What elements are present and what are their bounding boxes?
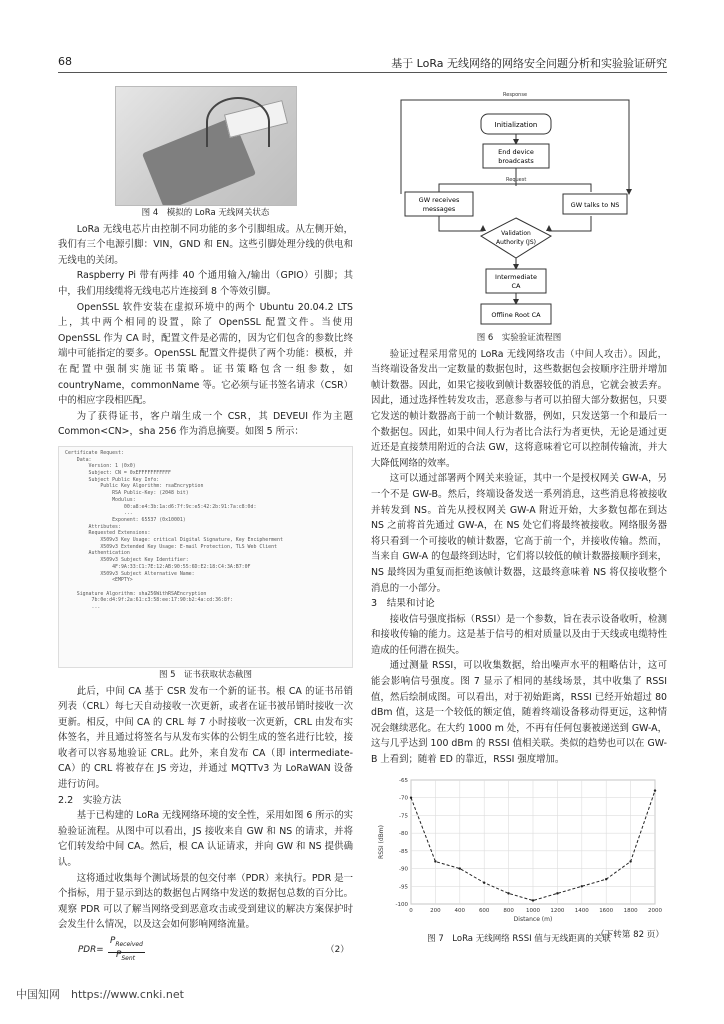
section-heading: 2.2 实验方法	[58, 794, 122, 806]
y-tick-label: -70	[399, 795, 408, 802]
y-tick-label: -80	[399, 830, 408, 837]
paragraph: Raspberry Pi 带有两排 40 个通用输入/输出（GPIO）引脚；其中，我们用线缆将无线电芯片连接到 8 个等效引脚。	[58, 270, 353, 297]
section-heading: 3 结果和讨论	[371, 598, 435, 610]
x-tick-label: 200	[430, 907, 441, 914]
paragraph: 接收信号强度指标（RSSI）是一个参数，旨在表示设备收听，检测和接收传输的能力。这是基于信号的相对质量以及由于天线或电缆特性造成的任何潜在损失。	[371, 613, 667, 656]
x-tick-label: 1200	[550, 907, 565, 914]
broadcast-label-1: End device	[498, 148, 534, 156]
y-tick-label: -95	[399, 883, 408, 890]
rssi-data-point	[556, 892, 558, 894]
running-title: 基于 LoRa 无线网络的网络安全问题分析和实验验证研究	[391, 57, 667, 70]
y-tick-label: -100	[395, 901, 408, 908]
formula-num-sub: Received	[115, 940, 143, 948]
fig4-caption: 图 4 模拟的 LoRa 无线网关状态	[141, 208, 270, 218]
jumper-wires	[206, 97, 270, 147]
csr-listing: Certificate Request: Data: Version: 1 (0x0) Subject: CN = 0xEFFFFFFFFFFF Subject Public Key Info: Public Key Algorithm: rsaEncryption RSA Public-Key: (2048 bit) Modulus: 00:a8:e4:3b:1a:d6:7f:9c:e5:42:2b:91:7a:c8:0d: ... Exponent: 65537 (0x10001) Attributes: Requested Extensions: X509v3 Key Usage: critical Digital Signature, Key Encipherment X509v3 Extended Key Usage: E-mail Protection, TLS Web Client Authentication X509v3 Subject Key Identifier: 4F:9A:33:C1:7E:12:AB:90:55:6D:E2:18:C4:3A:B7:0F X509v3 Subject Alternative Name: <EMPTY> Signature Algorithm: sha256WithRSAEncryption 7b:0e:d4:9f:2a:61:c3:58:ee:17:90:b2:4a:cd:36:8f: ...	[58, 446, 353, 668]
formula-den-sub: Sent	[121, 954, 135, 962]
js-label-2: Authority (JS)	[496, 239, 536, 246]
formula-num-symbol: P	[110, 936, 116, 946]
y-tick-label: -90	[399, 866, 408, 873]
x-tick-label: 0	[409, 907, 413, 914]
gw-receives-label-1: GW receives	[418, 196, 460, 204]
rssi-data-point	[605, 878, 607, 880]
pdr-formula	[58, 933, 353, 963]
x-axis-label: Distance (m)	[513, 915, 553, 923]
x-tick-label: 1600	[599, 907, 614, 914]
rssi-data-point	[581, 885, 583, 887]
continued-note: （下转第 82 页）	[596, 930, 664, 940]
paragraph: 此后，中间 CA 基于 CSR 发布一个新的证书。根 CA 的证书吊销列表（CRL）每七天自动接收一次更新，或者在证书被吊销时接收一次更新。相反，中间 CA 的 CRL 每 7 小时接收一次更新，CRL 由发布实体签名，并且通过将签名与从发布实体的公钥生成的签名进行比较，接收者可以容易地验证 CRL。此外，来自发布 CA（即 intermediate-CA）的 CRL 将被存在 JS 旁边，并通过 MQTTv3 为 LoRaWAN 设备进行访问。	[58, 685, 353, 791]
root-ca-label: Offline Root CA	[491, 311, 541, 319]
paragraph: 为了获得证书，客户端生成一个 CSR，其 DEVEUI 作为主题 Common<CN>，sha 256 作为消息摘要。如图 5 所示：	[58, 410, 353, 438]
init-label: Initialization	[494, 121, 538, 129]
paragraph: 验证过程采用常见的 LoRa 无线网络攻击（中间人攻击）。因此，当终端设备发出一定数量的数据包时，这些数据包会按顺序注册并增加帧计数器。因此，如果它接收到帧计数器较低的消息，它就会被丢弃。因此，通过选择性转发攻击，恶意参与者可以拍留大部分数据包，只要它发送的帧计数器高于前一个帧计数器，例如，只发送第一个和最后一个数据包。因此，如果中间人行为者比合法行为者更快，无论是通过更近还是直接禁用附近的合法 GW，这将意味着它可以控制传输流，并大大降低网络的效率。	[371, 348, 667, 469]
rssi-data-point	[654, 789, 656, 791]
rssi-chart-svg	[371, 772, 665, 932]
fig5-caption: 图 5 证书获取状态截图	[158, 669, 253, 680]
formula-lhs: PDR=	[78, 945, 104, 955]
flowchart	[371, 86, 661, 331]
y-tick-label: -85	[399, 848, 408, 855]
js-decision-node	[481, 218, 551, 258]
intermediate-ca-label-2: CA	[511, 282, 521, 290]
fig6-caption: 图 6 实验验证流程图	[476, 333, 562, 343]
formula-denominator	[116, 948, 135, 966]
paragraph: LoRa 无线电芯片由控制不同功能的多个引脚组成。从左侧开始，我们有三个电源引脚：VIN，GND 和 EN。这些引脚处理分线的供电和无线电的关闭。	[58, 223, 353, 266]
left-column	[58, 77, 353, 963]
request-line	[439, 184, 591, 192]
broadcast-label-2: broadcasts	[498, 157, 534, 165]
rssi-data-point	[532, 899, 534, 901]
x-tick-label: 800	[503, 907, 514, 914]
formula-den-symbol: P	[116, 950, 122, 960]
right-column	[371, 80, 667, 947]
x-tick-label: 1400	[574, 907, 589, 914]
y-tick-label: -65	[399, 777, 408, 784]
x-tick-label: 1800	[623, 907, 638, 914]
x-tick-label: 600	[478, 907, 490, 914]
y-axis-label: RSSI (dBm)	[378, 824, 385, 859]
gw-talks-ns-label: GW talks to NS	[570, 201, 620, 209]
x-tick-label: 400	[454, 907, 466, 914]
paragraph: 这将通过收集每个测试场景的包交付率（PDR）来执行。PDR 是一个指标，用于显示到达的数据包占网络中发送的数据包总数的百分比。观察 PDR 可以了解当网络受到恶意攻击或受到建议的解决方案保护时会发生什么情况，以及这会如何影响网络流量。	[58, 872, 353, 931]
flowchart-svg	[371, 86, 661, 331]
paragraph: 基于已构建的 LoRa 无线网络环境的安全性，采用如图 6 所示的实验验证流程。从图中可以看出，JS 接收来自 GW 和 NS 的请求，并将它们转发给中间 CA。然后，根 CA 认证请求，并向 GW 和 NS 提供确认。	[58, 810, 353, 869]
js-label-1: Validation	[501, 230, 531, 237]
page-number: 68	[58, 55, 72, 68]
paragraph: 通过测量 RSSI，可以收集数据，给出噪声水平的粗略估计，这可能会影响信号强度。图 7 显示了相同的基线场景，其中收集了 RSSI 值，然后绘制成图。可以看出，对于初始距离，RSSI 已经开始超过 80 dBm 值，这是一个较低的额定值，随着终端设备移动得更远，这种情况会继续恶化。在大约 1000 m 处，不再有任何包裹被递送到 GW-A，这与几乎达到 100 dBm 的 RSSI 值相关联。类似的趋势也可以在 GW-B 上看到；随着 ED 的靠近，RSSI 强度增加。	[371, 660, 667, 766]
rssi-data-point	[483, 881, 485, 883]
rssi-data-point	[434, 860, 436, 862]
x-tick-label: 1000	[526, 907, 540, 914]
request-label: Request	[506, 177, 527, 183]
page-header	[0, 0, 724, 70]
gw-receives-label-2: messages	[422, 205, 456, 213]
paragraph: 这可以通过部署两个网关来验证，其中一个是授权网关 GW-A，另一个不是 GW-B。然后，终端设备发送一系列消息，这些消息将被接收并转发到 NS。首先从授权网关 GW-A 附近开始，大多数包都在到达 NS 之前将首先通过 GW-A，在 NS 处它们将最终被接收。网络服务器将只看到一个可接收的帧计数器，它高于前一个，并接收传输。然而，当来自 GW-A 的包最终到达时，它们将以较低的帧计数器接顺序到来，NS 最终因为重复而拒绝该帧计数器，这最终意味着 NS 将仅接收整个消息的一小部分。	[371, 473, 667, 594]
rssi-data-point	[410, 796, 412, 798]
fig7-caption: 图 7 LoRa 无线网络 RSSI 值与无线距离的关联	[427, 933, 611, 944]
x-tick-label: 2000	[648, 907, 662, 914]
gateway-photo	[115, 86, 297, 206]
paragraph: OpenSSL 软件安装在虚拟环境中的两个 Ubuntu 20.04.2 LTS 上，其中两个相同的设置，除了 OpenSSL 配置文件。当使用 OpenSSL 作为 CA 时，配置文件是必需的，因为它们包含的参数比终端中可能指定的要多。OpenSSL 配置文件提供了两个功能：模板，并在配置中强制实施证书策略。证书策略包含一组参数，如 countryName，commonName 等。它必须与证书签名请求（CSR）中的相应字段相匹配。	[58, 301, 353, 407]
rssi-data-point	[629, 860, 631, 862]
rssi-data-point	[507, 892, 509, 894]
y-tick-label: -75	[399, 813, 408, 820]
cnki-footer: 中国知网 https://www.cnki.net	[16, 988, 184, 1001]
intermediate-ca-label-1: Intermediate	[495, 273, 537, 281]
header-rule	[58, 72, 667, 73]
rssi-chart	[371, 772, 665, 932]
formula-number: （2）	[325, 945, 349, 955]
rssi-data-point	[459, 867, 461, 869]
response-label: Response	[503, 92, 528, 98]
